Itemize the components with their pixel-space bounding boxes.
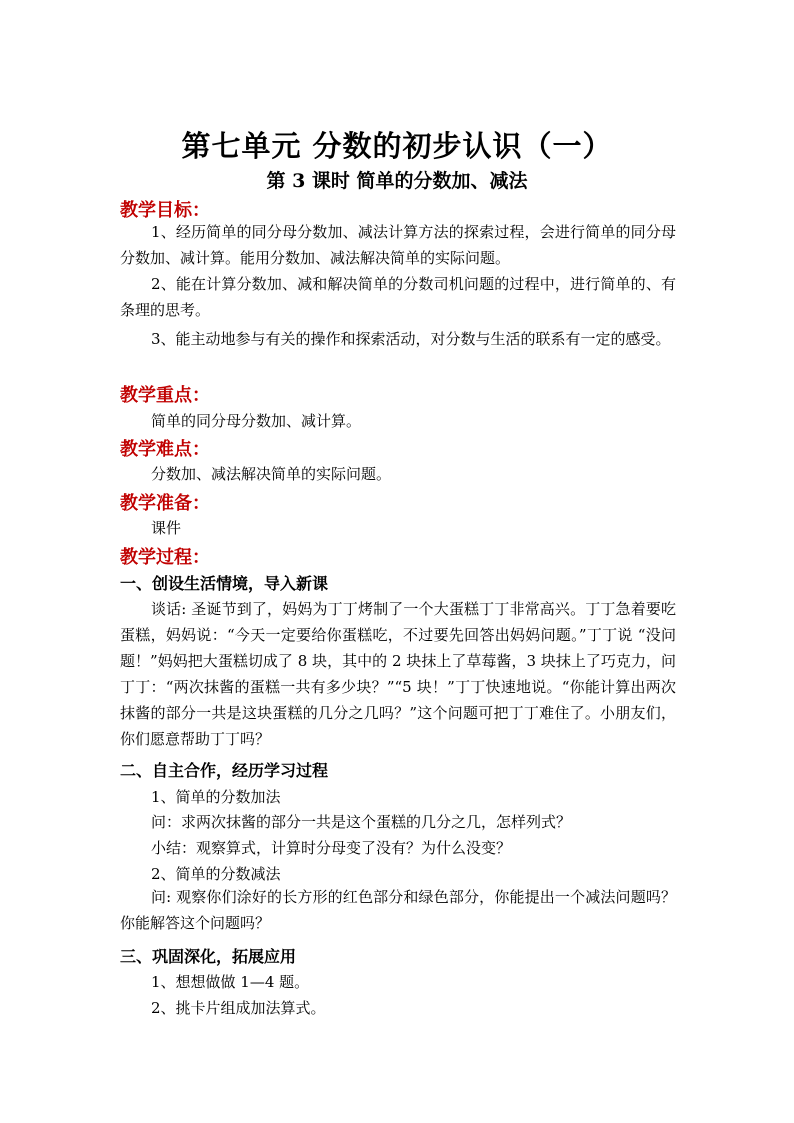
section-3-item-1: 1、想想做做 1—4 题。 (151, 973, 310, 991)
section-3-item-2: 2、挑卡片组成加法算式。 (151, 999, 326, 1017)
preparation-text: 课件 (151, 519, 182, 537)
section-2-question-1: 问：求两次抹酱的部分一共是这个蛋糕的几分之几，怎样列式？ (151, 813, 572, 831)
difficulties-text: 分数加、减法解决简单的实际问题。 (151, 465, 392, 483)
section-2-sub1: 1、简单的分数加法 (151, 788, 281, 806)
page-title: 第七单元 分数的初步认识（一） (181, 129, 613, 163)
process-heading: 教学过程： (120, 547, 210, 568)
lesson-subtitle: 第 3 课时 简单的分数加、减法 (266, 170, 528, 192)
objectives-heading: 教学目标： (120, 200, 210, 221)
section-2-title: 二、自主合作，经历学习过程 (120, 761, 329, 780)
section-2-summary: 小结：观察算式，计算时分母变了没有？为什么没变？ (151, 839, 512, 857)
section-1-title: 一、创设生活情境，导入新课 (120, 574, 329, 593)
section-2-question-2: 问: 观察你们涂好的长方形的红色部分和绿色部分，你能提出一个减法问题吗？你能解答这个问题吗？ (120, 888, 676, 932)
objective-item-2: 2、能在计算分数加、减和解决简单的分数司机问题的过程中，进行简单的、有条理的思考。 (120, 275, 676, 319)
key-points-heading: 教学重点： (120, 385, 210, 406)
section-3-title: 三、巩固深化，拓展应用 (120, 947, 297, 966)
preparation-heading: 教学准备： (120, 493, 210, 514)
objective-item-1: 1、经历简单的同分母分数加、减法计算方法的探索过程，会进行简单的同分母分数加、减计算。能用分数加、减法解决简单的实际问题。 (120, 223, 676, 267)
section-1-text: 谈话: 圣诞节到了，妈妈为丁丁烤制了一个大蛋糕丁丁非常高兴。丁丁急着要吃蛋糕，妈妈说：“今天一定要给你蛋糕吃，不过要先回答出妈妈问题。”丁丁说 “没问题！”妈妈把大蛋糕切成了 8 块，其中的 2 块抹上了草莓酱，3 块抹上了巧克力，问丁丁：“两次抹酱的蛋糕一共有多少块？”“5 块！”丁丁快速地说。“你能计算出两次抹酱的部分一共是这块蛋糕的几分之几吗？”这个问题可把丁丁难住了。小朋友们，你们愿意帮助丁丁吗？ (120, 600, 676, 748)
section-2-sub2: 2、简单的分数减法 (151, 865, 281, 883)
difficulties-heading: 教学难点： (120, 439, 210, 460)
key-points-text: 简单的同分母分数加、减计算。 (151, 412, 362, 430)
objective-item-3: 3、能主动地参与有关的操作和探索活动，对分数与生活的联系有一定的感受。 (151, 330, 671, 348)
